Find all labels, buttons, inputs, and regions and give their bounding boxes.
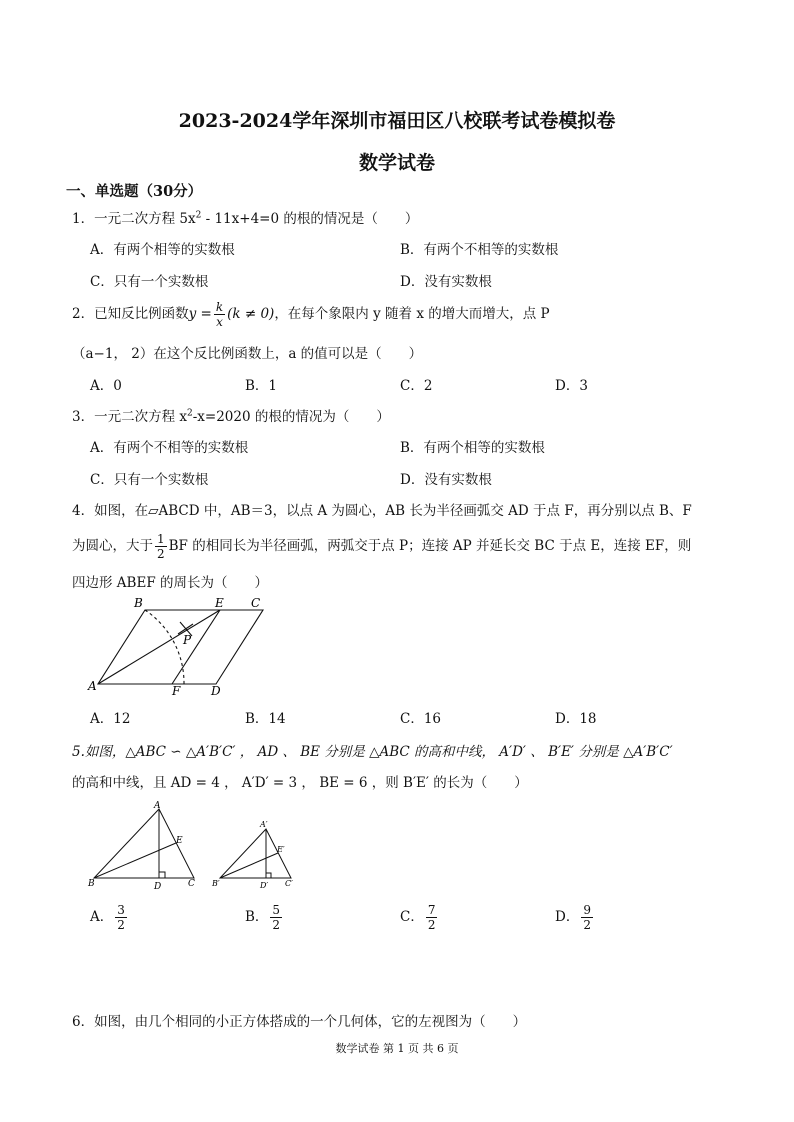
q3-option-d[interactable]: D．没有实数根 <box>400 472 492 488</box>
question-1: 1．一元二次方程 $5x^2 - 11x+4=0$ 的根的情况是（ ） <box>72 210 419 227</box>
label-c: C <box>188 879 195 889</box>
q5-option-c[interactable]: C． $\frac{7}{2}$ <box>400 903 436 932</box>
label-f: F <box>172 684 181 698</box>
question-2-line2: （a−1， 2）在这个反比例函数上，a 的值可以是（ ） <box>72 346 423 362</box>
q1-option-a[interactable]: A．有两个相等的实数根 <box>90 242 235 258</box>
arc-bf <box>145 610 184 684</box>
label-e-prime: E′ <box>277 845 285 854</box>
line-ap <box>98 610 220 684</box>
question-4-line3: 四边形 ABEF 的周长为（ ） <box>72 575 268 591</box>
label-e: E <box>215 596 224 610</box>
q3-option-a[interactable]: A．有两个不相等的实数根 <box>90 440 249 456</box>
question-3: 3．一元二次方程 $x^2-x=2020$ 的根的情况为（ ） <box>72 408 390 425</box>
question-5: 5.如图，△ABC ∽ △A′B′C′ ， AD 、 BE 分别是 △ABC 的高和中线， A′D′ 、 B′E′ 分别是 △A′B′C′ <box>72 744 673 760</box>
similar-triangles-figure <box>86 800 306 892</box>
q3-option-c[interactable]: C．只有一个实数根 <box>90 472 209 488</box>
label-b: B <box>134 596 143 610</box>
median-be <box>94 843 176 878</box>
question-6: 6．如图，由几个相同的小正方体搭成的一个几何体，它的左视图为（ ） <box>72 1014 527 1030</box>
exam-title: 2023-2024学年深圳市福田区八校联考试卷模拟卷 <box>178 110 616 132</box>
question-4-line2: 为圆心，大于 $\frac{1}{2}$ BF 的相同长为半径画弧，两弧交于点 P；连接 AP 并延长交 BC 于点 E，连接 EF，则 <box>72 532 692 561</box>
label-e: E <box>176 836 183 846</box>
label-d: D <box>211 684 221 698</box>
q4-option-b[interactable]: B．14 <box>245 711 286 727</box>
q4-option-c[interactable]: C．16 <box>400 711 442 727</box>
q2-option-a[interactable]: A．0 <box>90 378 122 394</box>
q2-option-b[interactable]: B．1 <box>245 378 278 394</box>
label-a: A <box>154 801 161 811</box>
q5-option-a[interactable]: A． $\frac{3}{2}$ <box>90 903 125 932</box>
question-5-line2: 的高和中线，且 AD = 4 ， A′D′ = 3 ， BE = 6 ，则 B′E′ 的长为（ ） <box>72 775 528 791</box>
q4-option-d[interactable]: D．18 <box>555 711 597 727</box>
label-a-prime: A′ <box>260 820 268 829</box>
label-d-prime: D′ <box>260 881 269 890</box>
q1-option-c[interactable]: C．只有一个实数根 <box>90 274 209 290</box>
q1-option-b[interactable]: B．有两个不相等的实数根 <box>400 242 559 258</box>
q4-option-a[interactable]: A．12 <box>90 711 131 727</box>
q5-option-d[interactable]: D． $\frac{9}{2}$ <box>555 903 591 932</box>
parallelogram-abcd <box>98 610 263 684</box>
q3-option-b[interactable]: B．有两个相等的实数根 <box>400 440 545 456</box>
line-ef <box>172 610 220 684</box>
fraction-k-over-x: $\frac{k}{x}$ <box>215 300 224 329</box>
parallelogram-figure <box>86 592 276 698</box>
label-b: B <box>88 879 95 889</box>
question-2: 2．已知反比例函数y = $\frac{k}{x}$ (k ≠ 0)，在每个象限内 y 随着 x 的增大而增大，点 P <box>72 300 550 329</box>
q2-option-c[interactable]: C．2 <box>400 378 433 394</box>
exam-subtitle: 数学试卷 <box>358 152 435 174</box>
label-c: C <box>251 596 261 610</box>
q2-option-d[interactable]: D．3 <box>555 378 588 394</box>
fraction-one-half: $\frac{1}{2}$ <box>157 532 165 561</box>
page-footer: 数学试卷 第 1 页 共 6 页 <box>335 1042 459 1055</box>
label-a: A <box>88 679 97 693</box>
q1-option-d[interactable]: D．没有实数根 <box>400 274 492 290</box>
section-heading: 一、单选题（30分） <box>66 183 203 200</box>
label-d: D <box>154 882 162 892</box>
label-b-prime: B′ <box>212 879 220 888</box>
label-c-prime: C′ <box>285 879 293 888</box>
right-angle-d2 <box>266 873 271 878</box>
q5-option-b[interactable]: B． $\frac{5}{2}$ <box>245 903 281 932</box>
median-b2e2 <box>220 853 278 878</box>
label-p: P <box>183 633 192 647</box>
right-angle-d <box>159 872 165 878</box>
question-4: 4．如图，在▱ABCD 中，AB＝3，以点 A 为圆心，AB 长为半径画弧交 AD 于点 F，再分别以点 B、F <box>72 503 692 519</box>
